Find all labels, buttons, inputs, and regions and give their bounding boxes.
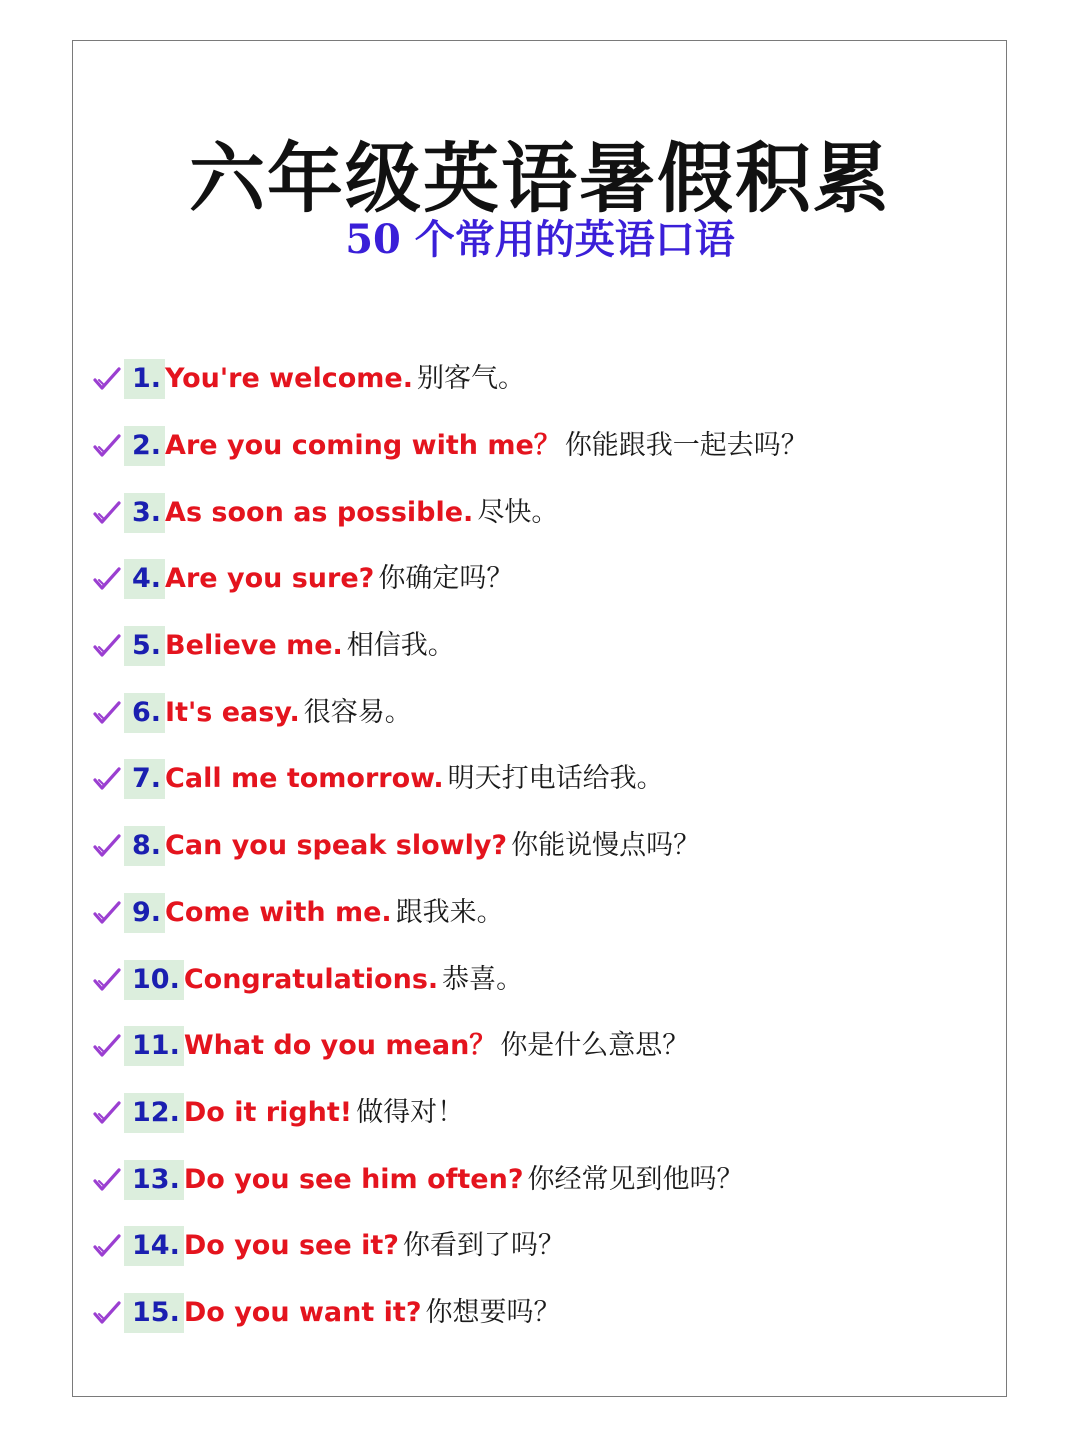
item-number: 14. xyxy=(124,1226,184,1266)
item-chinese: 很容易。 xyxy=(303,696,412,728)
item-number: 13. xyxy=(124,1160,184,1200)
list-item xyxy=(90,1080,990,1147)
check-icon xyxy=(90,826,124,866)
check-icon xyxy=(90,493,124,533)
item-chinese: 你能跟我一起去吗？ xyxy=(564,430,808,462)
item-english: Come with me. xyxy=(165,896,392,928)
item-english: It's easy. xyxy=(165,696,300,728)
item-chinese: 别客气。 xyxy=(416,363,525,395)
list-item xyxy=(90,546,990,613)
check-icon xyxy=(90,693,124,733)
list-item xyxy=(90,613,990,680)
check-icon xyxy=(90,893,124,933)
check-icon xyxy=(90,960,124,1000)
check-icon xyxy=(90,359,124,399)
list-item xyxy=(90,679,990,746)
item-english: Do you see it? xyxy=(183,1230,399,1262)
item-number: 10. xyxy=(124,960,184,1000)
item-number: 12. xyxy=(124,1093,184,1133)
item-number: 6. xyxy=(124,693,165,733)
item-chinese: 相信我。 xyxy=(346,630,455,662)
check-icon xyxy=(90,1226,124,1266)
item-number: 2. xyxy=(124,426,165,466)
item-chinese: 你经常见到他吗？ xyxy=(527,1163,744,1195)
item-english: Do you see him often? xyxy=(183,1163,524,1195)
item-english: What do you mean？ xyxy=(183,1030,497,1062)
list-item xyxy=(90,1146,990,1213)
item-english: You're welcome. xyxy=(165,363,413,395)
item-chinese: 做得对！ xyxy=(356,1096,465,1128)
check-icon xyxy=(90,759,124,799)
list-item xyxy=(90,813,990,880)
item-chinese: 尽快。 xyxy=(477,496,559,528)
item-chinese: 明天打电话给我。 xyxy=(447,763,664,795)
item-english: Congratulations. xyxy=(183,963,439,995)
item-english: As soon as possible. xyxy=(165,496,474,528)
item-chinese: 你是什么意思？ xyxy=(500,1030,690,1062)
item-chinese: 恭喜。 xyxy=(442,963,524,995)
list-item xyxy=(90,1013,990,1080)
list-item xyxy=(90,1280,990,1347)
item-chinese: 你看到了吗？ xyxy=(402,1230,565,1262)
check-icon xyxy=(90,1093,124,1133)
item-english: Are you sure? xyxy=(165,563,375,595)
item-number: 5. xyxy=(124,626,165,666)
page-subtitle: 50 个常用的英语口语 xyxy=(345,216,735,263)
list-item xyxy=(90,880,990,947)
item-number: 15. xyxy=(124,1293,184,1333)
item-number: 3. xyxy=(124,493,165,533)
page-title: 六年级英语暑假积累 xyxy=(189,133,891,223)
check-icon xyxy=(90,1293,124,1333)
item-english: Call me tomorrow. xyxy=(165,763,444,795)
item-english: Are you coming with me？ xyxy=(165,430,561,462)
item-number: 1. xyxy=(124,359,165,399)
item-number: 8. xyxy=(124,826,165,866)
item-number: 11. xyxy=(124,1026,184,1066)
item-number: 7. xyxy=(124,759,165,799)
item-english: Can you speak slowly? xyxy=(165,830,508,862)
list-item xyxy=(90,946,990,1013)
check-icon xyxy=(90,626,124,666)
item-english: Believe me. xyxy=(165,630,343,662)
item-chinese: 你想要吗？ xyxy=(425,1296,561,1328)
item-english: Do you want it? xyxy=(183,1296,422,1328)
item-english: Do it right! xyxy=(183,1096,353,1128)
list-item xyxy=(90,346,990,413)
phrase-list xyxy=(90,346,990,1346)
list-item xyxy=(90,413,990,480)
item-chinese: 你能说慢点吗？ xyxy=(511,830,701,862)
check-icon xyxy=(90,426,124,466)
item-chinese: 跟我来。 xyxy=(395,896,504,928)
list-item xyxy=(90,746,990,813)
check-icon xyxy=(90,1160,124,1200)
item-chinese: 你确定吗？ xyxy=(378,563,514,595)
check-icon xyxy=(90,1026,124,1066)
list-item xyxy=(90,479,990,546)
list-item xyxy=(90,1213,990,1280)
item-number: 4. xyxy=(124,559,165,599)
check-icon xyxy=(90,559,124,599)
item-number: 9. xyxy=(124,893,165,933)
